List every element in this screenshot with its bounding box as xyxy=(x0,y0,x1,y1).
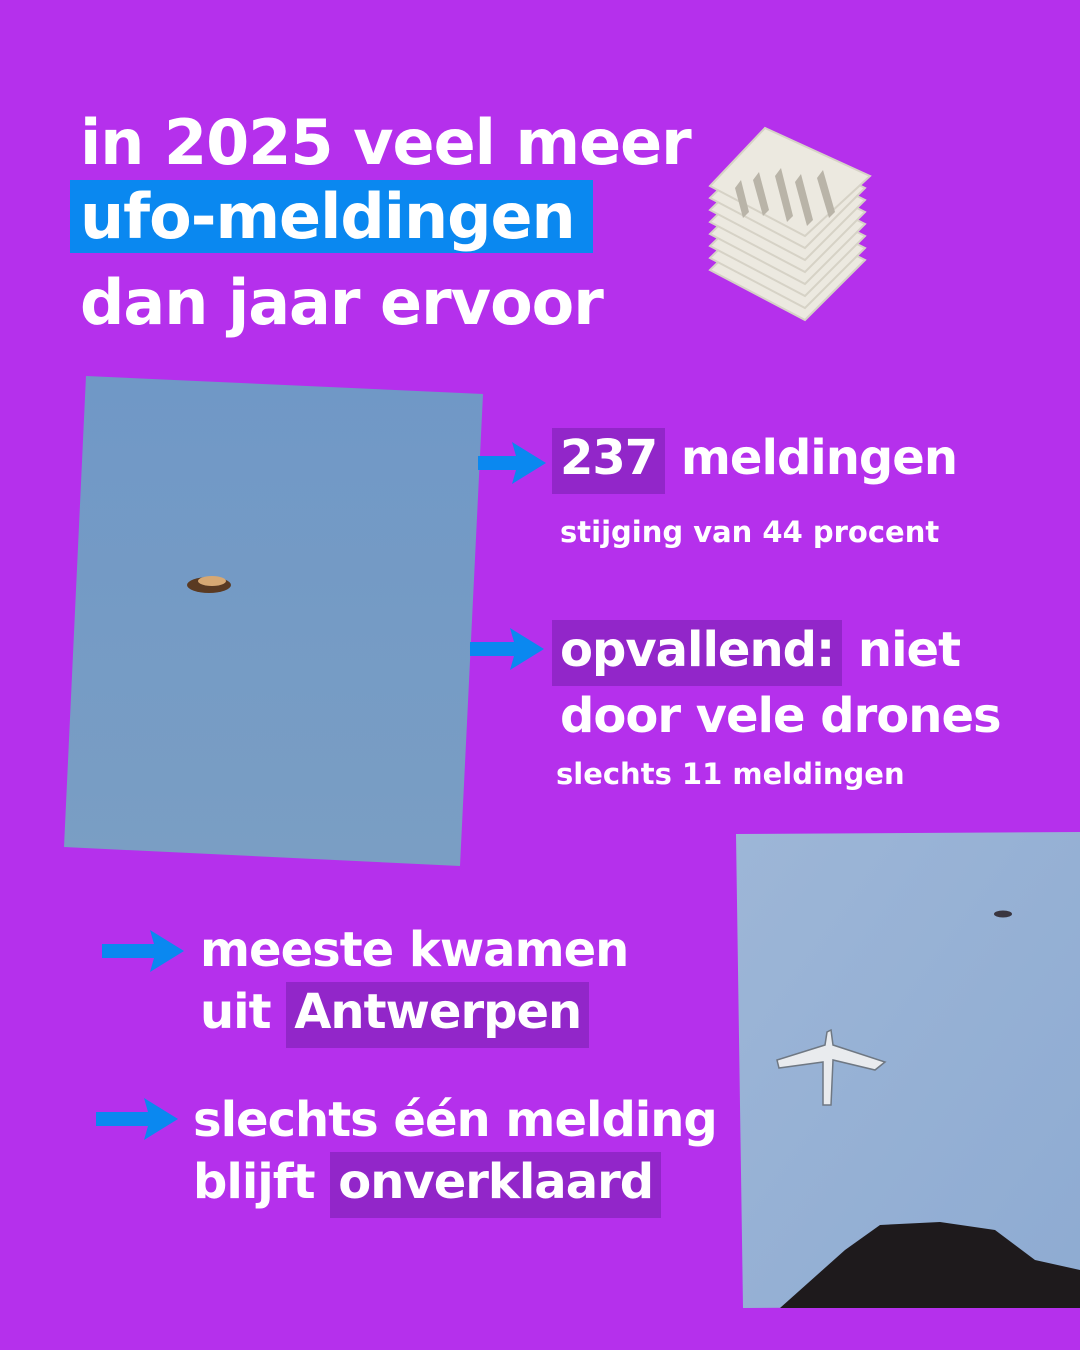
fact-3-line-2 xyxy=(200,982,589,1048)
fact-2-text: niet xyxy=(842,622,961,678)
arrow-right-icon xyxy=(96,1098,180,1140)
fact-1-highlight: 237 xyxy=(552,428,665,494)
fact-4-line-2 xyxy=(193,1152,661,1218)
fact-2-line-1 xyxy=(552,620,960,686)
fact-4-highlight: onverklaard xyxy=(330,1152,661,1218)
fact-2-highlight: opvallend: xyxy=(552,620,842,686)
fact-4-line-1: slechts één melding xyxy=(193,1092,717,1148)
arrow-right-icon xyxy=(102,930,186,972)
fact-4-pre: blijft xyxy=(193,1154,331,1210)
fact-1 xyxy=(552,428,957,494)
fact-3-pre: uit xyxy=(200,984,287,1040)
ufo-object xyxy=(994,911,1012,918)
fact-2-line-2: door vele drones xyxy=(560,688,1001,744)
fact-3-line-1: meeste kwamen xyxy=(200,922,629,978)
fact-3-highlight: Antwerpen xyxy=(286,982,589,1048)
title-line-3: dan jaar ervoor xyxy=(80,266,603,339)
fact-2-sub: slechts 11 meldingen xyxy=(556,757,905,791)
arrow-right-icon xyxy=(478,442,548,484)
ufo-photo xyxy=(62,374,486,868)
arrow-right-icon xyxy=(470,628,546,670)
title-line-2 xyxy=(80,180,593,253)
title-highlight: ufo-meldingen xyxy=(70,180,593,253)
paper-stack-icon xyxy=(695,120,880,355)
title-line-1: in 2025 veel meer xyxy=(80,106,691,179)
fact-1-text: meldingen xyxy=(665,430,958,486)
fact-1-sub: stijging van 44 procent xyxy=(560,515,940,549)
plane-photo xyxy=(735,830,1080,1310)
